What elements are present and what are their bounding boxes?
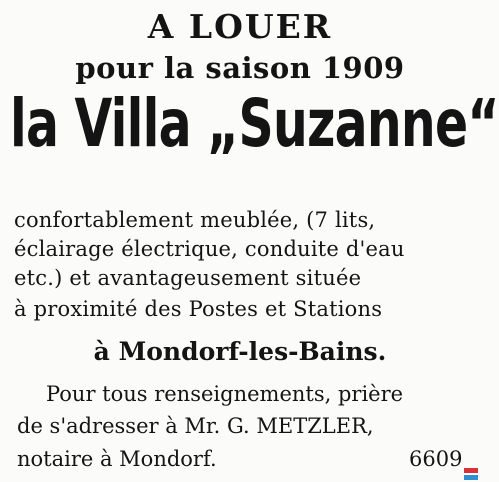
contact-line-2: de s'adresser à Mr. G. METZLER, <box>17 414 374 438</box>
description-line-2: éclairage électrique, conduite d'eau <box>14 237 405 261</box>
description-line-4: à proximité des Postes et Stations <box>14 297 383 321</box>
description-line-3: etc.) et avantageusement située <box>14 266 362 290</box>
headline: A LOUER <box>147 7 333 46</box>
villa-name <box>10 85 499 201</box>
description-line-1: confortablement meublée, (7 lits, <box>14 208 376 232</box>
contact-line-1: Pour tous renseignements, prière <box>46 382 404 406</box>
corner-mark-icon <box>464 468 478 480</box>
contact-line-3: notaire à Mondorf. <box>17 447 217 471</box>
season-line: pour la saison 1909 <box>75 51 405 85</box>
corner-mark-blue-bar <box>464 475 478 480</box>
corner-mark-red-bar <box>464 468 478 473</box>
location-line: à Mondorf-les-Bains. <box>93 337 387 366</box>
villa-name-text: la Villa „Suzanne“ <box>10 85 499 162</box>
reference-number: 6609 <box>409 447 463 471</box>
